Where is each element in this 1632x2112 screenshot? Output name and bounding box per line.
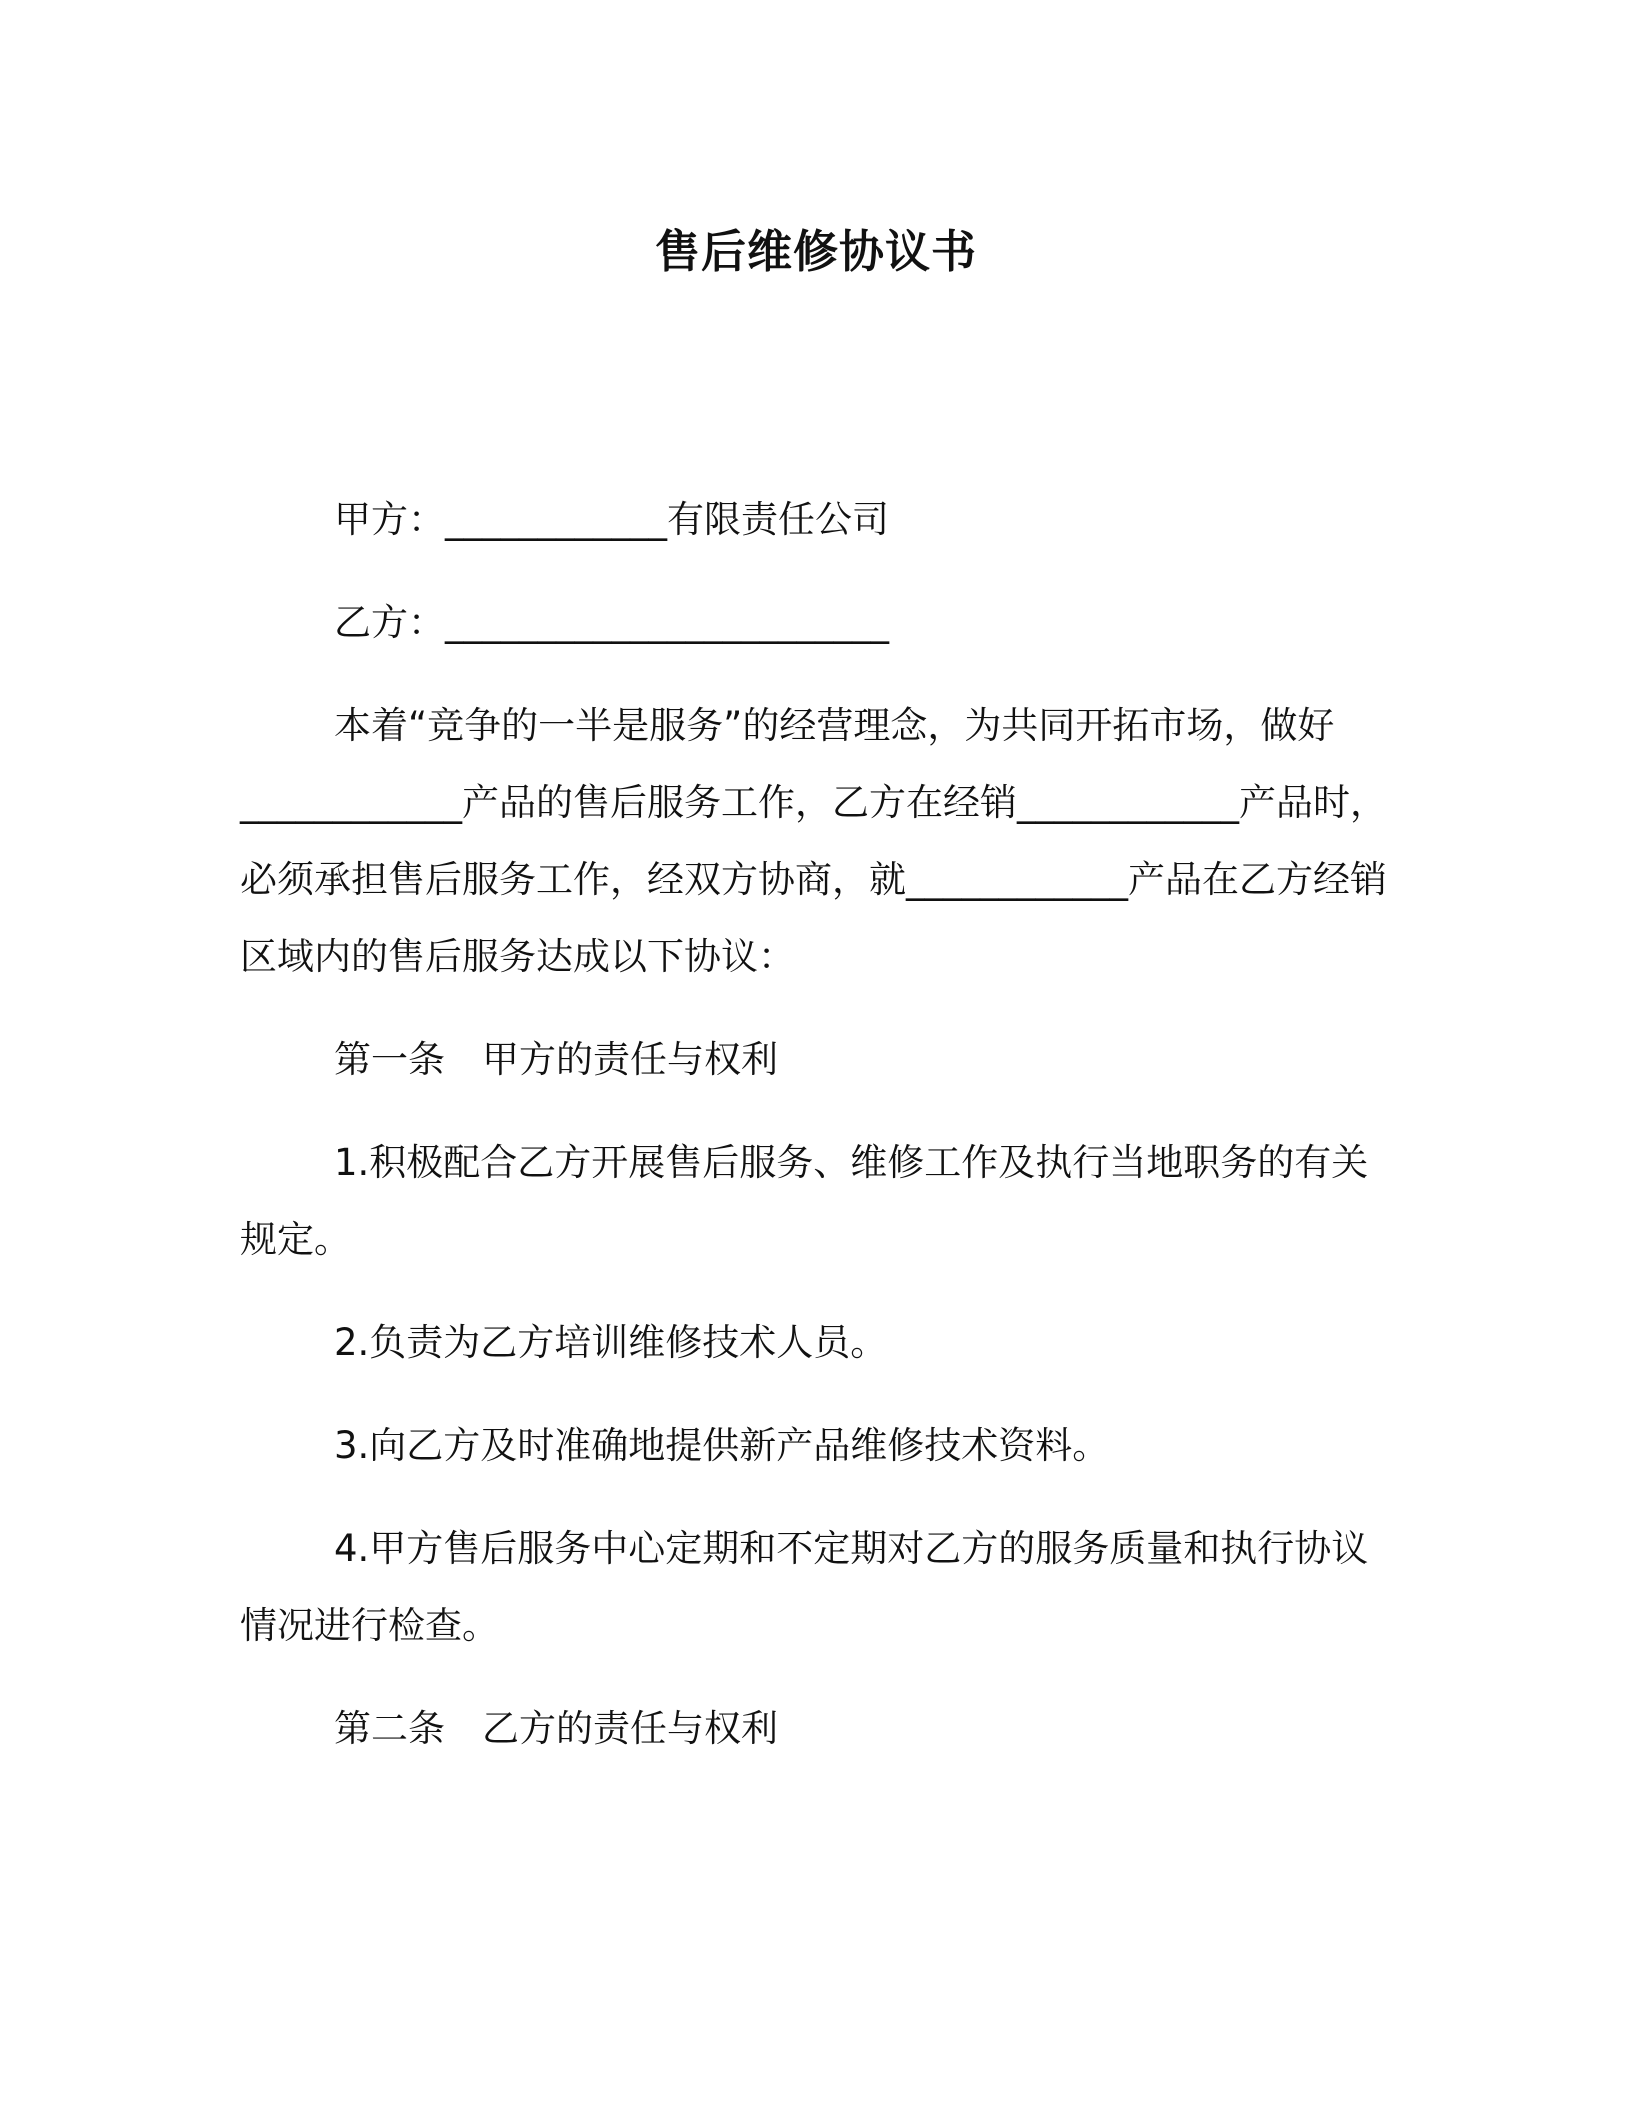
article-1-item-2: 2.负责为乙方培训维修技术人员。 (334, 1321, 888, 1364)
article-1-item-1: 1.积极配合乙方开展售后服务、维修工作及执行当地职务的有关规定。 (240, 1141, 1369, 1261)
article-1-heading: 第一条 甲方的责任与权利 (334, 1038, 778, 1081)
party-b-line: 乙方：________________________ (334, 601, 889, 644)
preamble-paragraph: 本着“竞争的一半是服务”的经营理念，为共同开拓市场，做好____________产品的售后服务工作，乙方在经销____________产品时，必须承担售后服务工作，经双方协商，就____________产品在乙方经销区域内的售后服务达成以下协议： (240, 704, 1387, 978)
article-2-heading: 第二条 乙方的责任与权利 (334, 1707, 778, 1750)
article-1-item-3: 3.向乙方及时准确地提供新产品维修技术资料。 (334, 1424, 1110, 1467)
article-1-item-4: 4.甲方售后服务中心定期和不定期对乙方的服务质量和执行协议情况进行检查。 (240, 1527, 1369, 1647)
party-a-line: 甲方：____________有限责任公司 (334, 498, 889, 541)
document-title: 售后维修协议书 (654, 225, 977, 278)
